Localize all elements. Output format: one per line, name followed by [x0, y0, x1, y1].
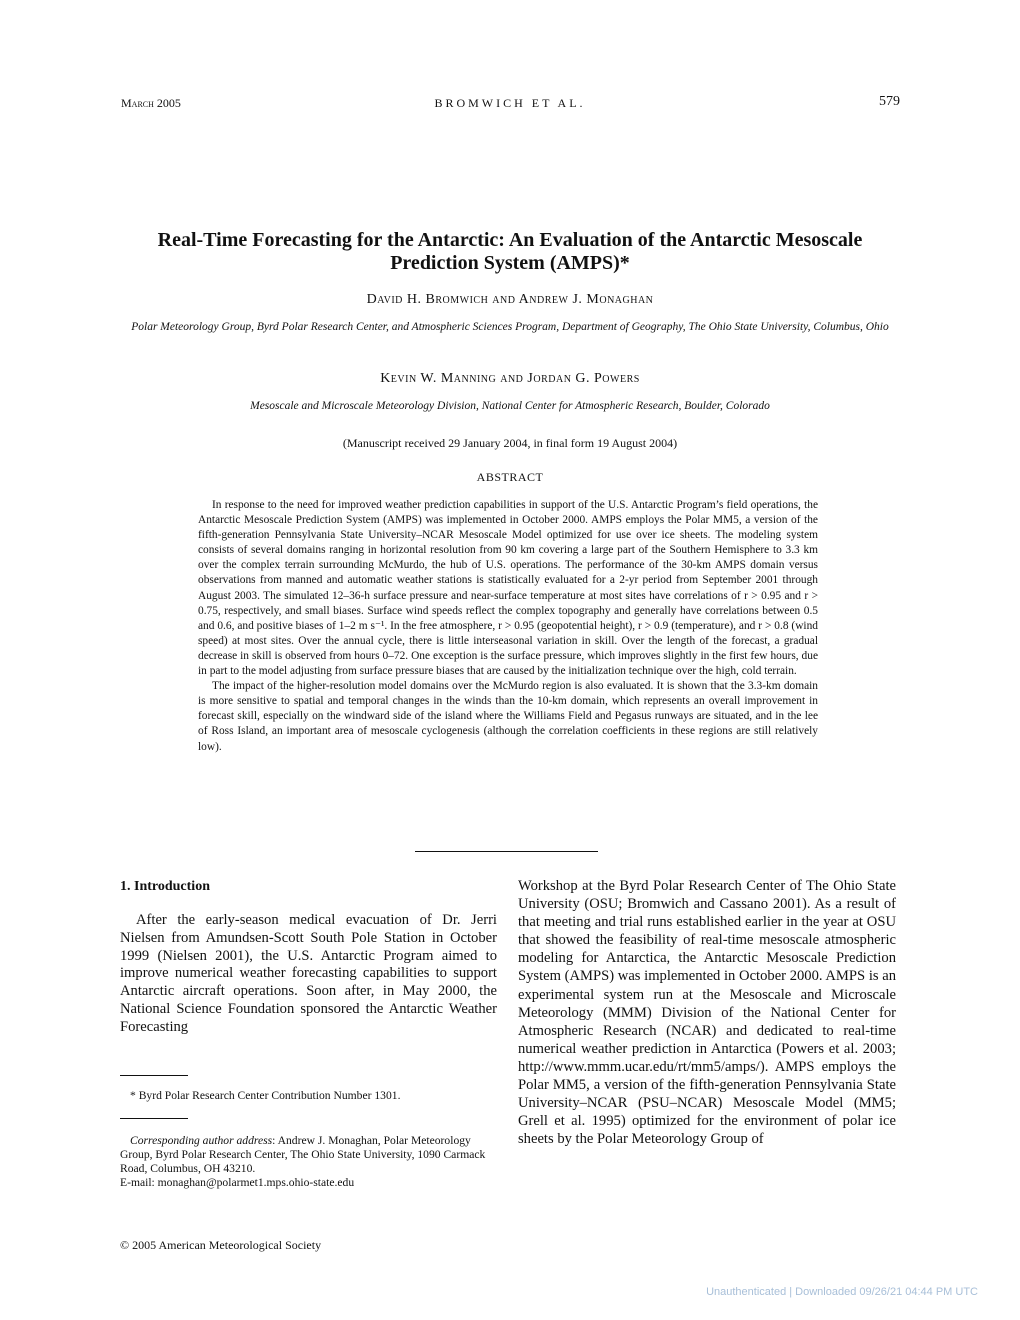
- corresponding-label: Corresponding author address: [130, 1134, 273, 1147]
- section-divider: [415, 851, 598, 852]
- section-heading: 1. Introduction: [120, 879, 210, 894]
- abstract-paragraph-2: The impact of the higher-resolution model domains over the McMurdo region is also evaluated. It is shown that the 3.3-km domain is more sensitive to spatial and temporal changes in the winds than the 10-km domain, which represents an overall improvement in forecast skill, especially on the windward side of the island where the Williams Field and Pegasus runways are situated, and in the lee of Ross Island, an important area of mesoscale cyclogenesis (although the correlation coefficients in these regions are still relatively low).: [198, 680, 818, 753]
- right-column: [518, 877, 896, 1148]
- footnote-contribution: * Byrd Polar Research Center Contribution Number 1301.: [130, 1089, 401, 1102]
- abstract-paragraph-1: In response to the need for improved weather prediction capabilities in support of the U.S. Antarctic Program’s field operations, the Antarctic Mesoscale Prediction System (AMPS) was implemented in October 2000. AMPS employs the Polar MM5, a version of the fifth-generation Pennsylvania State University–NCAR Mesoscale Model optimized for use over ice sheets. The modeling system consists of several domains ranging in horizontal resolution from 90 km covering a large part of the Southern Hemisphere to 3.3 km over the complex terrain surrounding McMurdo, the hub of U.S. operations. The performance of the 30-km AMPS domain versus observations from manned and automatic weather stations is statistically evaluated for a 2-yr period from September 2001 through August 2003. The simulated 12–36-h surface pressure and near-surface temperature at most sites have correlations of r > 0.95 and r > 0.75, respectively, and small biases. Surface wind speeds reflect the complex topography and generally have correlations between 0.5 and 0.6, and positive biases of 1–2 m s⁻¹. In the free atmosphere, r > 0.95 (geopotential height), r > 0.9 (temperature), and r > 0.8 (wind speed) at most sites. Over the annual cycle, there is little interseasonal variation in skill. Over the length of the forecast, a gradual decrease in skill is observed from hours 0–72. One exception is the surface pressure, which improves slightly in the first few hours, due in part to the model adjusting from surface pressure biases that are caused by the initialization technique over the high, cold terrain.: [198, 499, 818, 678]
- copyright-notice: © 2005 American Meteorological Society: [120, 1238, 322, 1252]
- left-column: [120, 912, 497, 1037]
- author-names-2: Kevin W. Manning and Jordan G. Powers: [380, 371, 640, 386]
- author-affiliation-2: Mesoscale and Microscale Meteorology Division, National Center for Atmospheric Research, Boulder, Colorado: [250, 400, 770, 412]
- header-running-title: BROMWICH ET AL.: [434, 96, 586, 110]
- author-names-1: David H. Bromwich and Andrew J. Monaghan: [366, 292, 654, 307]
- corresponding-text: : Andrew J. Monaghan, Polar Meteorology Group, Byrd Polar Research Center, The Ohio State University, 1090 Carmack Road, Columbus, OH 43210.: [120, 1134, 486, 1175]
- article-title: Real-Time Forecasting for the Antarctic: An Evaluation of the Antarctic Mesoscale Prediction System (AMPS)*: [157, 229, 863, 274]
- header-page-number: 579: [879, 94, 900, 109]
- download-watermark: Unauthenticated | Downloaded 09/26/21 04:44 PM UTC: [706, 1286, 978, 1298]
- abstract-heading: ABSTRACT: [476, 470, 544, 484]
- footnote-rule-1: [120, 1075, 188, 1076]
- intro-paragraph-right: Workshop at the Byrd Polar Research Center of The Ohio State University (OSU; Bromwich and Cassano 2001). As a result of that meeting and trial runs established earlier in the year at OSU that showed the feasibility of real-time mesoscale atmospheric modeling for Antarctica, the Antarctic Mesoscale Prediction System (AMPS) was implemented in October 2000. AMPS is an experimental system run at the Mesoscale and Microscale Meteorology (MMM) Division of the National Center for Atmospheric Research (NCAR) and dedicated to real-time numerical weather prediction in Antarctica (Powers et al. 2003; http://www.mmm.ucar.edu/rt/mm5/amps/). AMPS employs the Polar MM5, a version of the fifth-generation Pennsylvania State University–NCAR (PSU–NCAR) Mesoscale Model (MM5; Grell et al. 1995) optimized for the environment of polar ice sheets by the Polar Meteorology Group of: [518, 878, 896, 1148]
- footnote-corresponding: [120, 1134, 497, 1190]
- footnote-rule-2: [120, 1118, 188, 1119]
- abstract-body: [198, 498, 818, 755]
- intro-paragraph-left: After the early-season medical evacuation of Dr. Jerri Nielsen from Amundsen-Scott South Pole Station in October 1999 (Nielsen 2001), the U.S. Antarctic Program aimed to improve numerical weather forecasting capabilities to support Antarctic aircraft operations. Soon after, in May 2000, the National Science Foundation sponsored the Antarctic Weather Forecasting: [120, 912, 497, 1035]
- header-date: March 2005: [121, 96, 181, 110]
- author-affiliation-1: Polar Meteorology Group, Byrd Polar Research Center, and Atmospheric Sciences Program, Department of Geography, The Ohio State University, Columbus, Ohio: [131, 321, 889, 333]
- manuscript-dates: (Manuscript received 29 January 2004, in final form 19 August 2004): [342, 436, 678, 450]
- corresponding-email: E-mail: monaghan@polarmet1.mps.ohio-state.edu: [120, 1176, 355, 1189]
